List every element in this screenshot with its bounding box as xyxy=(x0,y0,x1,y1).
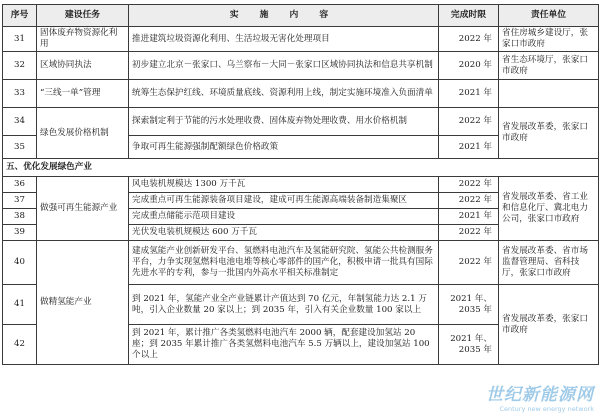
table-header-row xyxy=(3,5,599,27)
content-cell: 光伏发电装机规模达 600 万千瓦 xyxy=(129,225,439,241)
watermark-title: 世纪新能源网 xyxy=(486,385,594,405)
content-cell: 初步建立北京－张家口、乌兰察布－大同－张家口区域协同执法和信息共享机制 xyxy=(129,52,439,80)
deadline-cell: 2020 年 xyxy=(439,52,499,80)
header-task: 建设任务 xyxy=(37,5,129,27)
row-number: 31 xyxy=(3,27,37,52)
deadline-cell: 2021 年 xyxy=(439,80,499,108)
header-no: 序号 xyxy=(3,5,37,27)
deadline-cell: 2022 年 xyxy=(439,241,499,285)
implementation-table xyxy=(2,4,599,365)
content-cell: 推进建筑垃圾资源化利用、生活垃圾无害化处理项目 xyxy=(129,27,439,52)
row-number: 37 xyxy=(3,193,37,209)
task-cell: 做强可再生能源产业 xyxy=(37,177,129,241)
header-content: 实 施 内 容 xyxy=(129,5,439,27)
row-number: 35 xyxy=(3,136,37,159)
deadline-cell: 2021 年、2035 年 xyxy=(439,285,499,325)
table-row-40 xyxy=(3,241,599,285)
row-number: 34 xyxy=(3,108,37,136)
deadline-cell: 2022 年 xyxy=(439,177,499,193)
content-cell: 到 2021 年，累计推广各类氢燃料电池汽车 2000 辆，配套建设加氢站 20 座；到 2035 年累计推广各类氢燃料电池汽车 5.5 万辆以上，建设加氢站 100 个以上 xyxy=(129,325,439,365)
table-row-34 xyxy=(3,108,599,136)
content-cell: 探索制定利于节能的污水处理收费、固体废弃物处理收费、用水价格机制 xyxy=(129,108,439,136)
content-cell: 风电装机规模达 1300 万千瓦 xyxy=(129,177,439,193)
row-number: 39 xyxy=(3,225,37,241)
task-cell: 区域协同执法 xyxy=(37,52,129,80)
unit-cell: 省发展改革委、省市场监督管理局、省科技厅，张家口市政府 xyxy=(499,241,599,285)
section-heading: 五、优化发展绿色产业 xyxy=(3,159,599,177)
row-number: 40 xyxy=(3,241,37,285)
deadline-cell: 2022 年 xyxy=(439,108,499,136)
unit-cell: 省发展改革委，张家口市政府 xyxy=(499,108,599,159)
deadline-cell: 2022 年 xyxy=(439,193,499,209)
deadline-cell: 2022 年 xyxy=(439,225,499,241)
content-cell: 建成氢能产业创新研发平台、氢燃料电池汽车及氢能研究院、氢能公共检测服务平台，力争实现氢燃料电池电堆等核心零部件的国产化，积极申请一批具有国际先进水平的专利，参与一批国内外高水平相关标准制定 xyxy=(129,241,439,285)
table-row-32 xyxy=(3,52,599,80)
watermark-logo xyxy=(486,380,594,413)
row-number: 36 xyxy=(3,177,37,193)
task-cell: 绿色发展价格机制 xyxy=(37,108,129,159)
task-cell: “三线一单”管理 xyxy=(37,80,129,108)
table-row-36 xyxy=(3,177,599,193)
deadline-cell: 2021 年 xyxy=(439,136,499,159)
deadline-cell: 2021 年、2035 年 xyxy=(439,325,499,365)
unit-cell: 省生态环境厅，张家口市政府 xyxy=(499,52,599,80)
section-row xyxy=(3,159,599,177)
header-unit: 责任单位 xyxy=(499,5,599,27)
content-cell: 到 2021 年，氢能产业全产业链累计产值达到 70 亿元，年制氢能力达 2.1 万吨，引入企业数量 20 家以上；到 2035 年，引入有关企业数量 100 家以上 xyxy=(129,285,439,325)
content-cell: 争取可再生能源强制配额绿色价格政策 xyxy=(129,136,439,159)
unit-cell xyxy=(499,80,599,108)
content-cell: 统筹生态保护红线、环境质量底线、资源利用上线，制定实施环境准入负面清单 xyxy=(129,80,439,108)
row-number: 42 xyxy=(3,325,37,365)
table-row-31 xyxy=(3,27,599,52)
row-number: 32 xyxy=(3,52,37,80)
row-number: 41 xyxy=(3,285,37,325)
task-cell: 固体废弃物资源化利用 xyxy=(37,27,129,52)
row-number: 33 xyxy=(3,80,37,108)
deadline-cell: 2021 年 xyxy=(439,209,499,225)
unit-cell: 省住房城乡建设厅，张家口市政府 xyxy=(499,27,599,52)
header-deadline: 完成时限 xyxy=(439,5,499,27)
unit-cell: 省发展改革委、省工业和信息化厅、冀北电力公司，张家口市政府 xyxy=(499,177,599,241)
content-cell: 完成重点可再生能源装备项目建设，建成可再生能源高端装备制造集聚区 xyxy=(129,193,439,209)
task-cell: 做精氢能产业 xyxy=(37,241,129,365)
content-cell: 完成重点储能示范项目建设 xyxy=(129,209,439,225)
watermark-subtitle: Century new energy network xyxy=(499,405,594,413)
row-number: 38 xyxy=(3,209,37,225)
table-row-33 xyxy=(3,80,599,108)
unit-cell: 省发展改革委，张家口市政府 xyxy=(499,285,599,365)
deadline-cell: 2022 年 xyxy=(439,27,499,52)
